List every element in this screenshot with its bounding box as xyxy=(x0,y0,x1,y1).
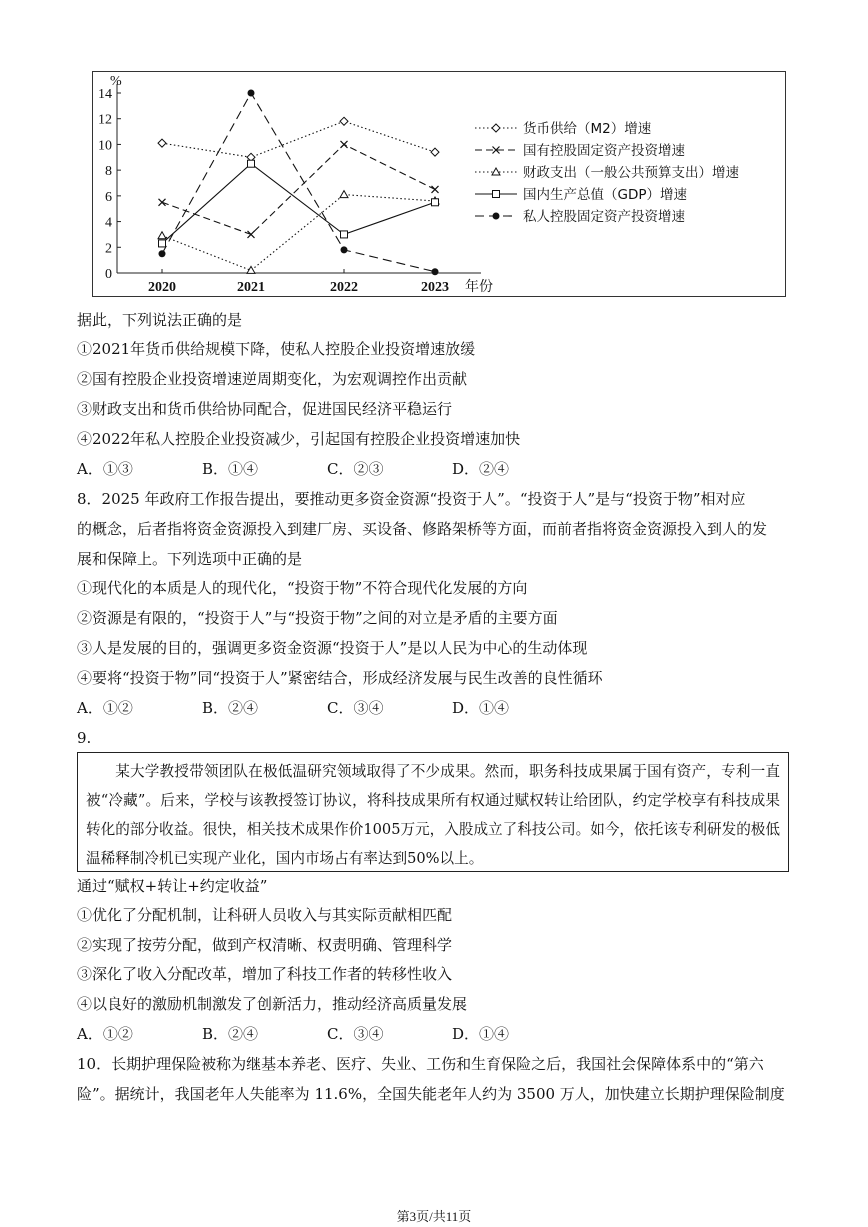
q10-line-2: 险”。据统计，我国老年人失能率为 11.6%，全国失能老年人约为 3500 万人，加快建立长期护理保险制度 xyxy=(77,1085,785,1103)
line-chart xyxy=(93,72,787,298)
line-chart-frame xyxy=(92,71,786,297)
legend-marker xyxy=(492,168,500,175)
page-footer: 第3页/共11页 xyxy=(396,1209,472,1224)
y-tick-label: 4 xyxy=(105,215,112,231)
q7-option-c[interactable]: C．②③ xyxy=(327,460,384,478)
series-4-point xyxy=(248,160,255,167)
series-4-point xyxy=(159,240,166,247)
q8-line-1: 8．2025 年政府工作报告提出，要推动更多资金资源“投资于人”。“投资于人”是与“投资于物”相对应 xyxy=(77,490,746,508)
series-5-point xyxy=(432,268,439,275)
q9-item-1: ①优化了分配机制，让科研人员收入与其实际贡献相匹配 xyxy=(77,906,453,924)
series-1-point xyxy=(158,139,166,147)
series-4-point xyxy=(341,231,348,238)
series-line-2 xyxy=(162,144,435,234)
series-line-5 xyxy=(162,93,435,272)
q8-item-4: ④要将“投资于物”同“投资于人”紧密结合，形成经济发展与民生改善的良性循环 xyxy=(77,669,603,687)
x-tick-label: 2023 xyxy=(421,280,449,295)
q8-option-c[interactable]: C．③④ xyxy=(327,699,384,717)
q8-line-3: 展和保障上。下列选项中正确的是 xyxy=(77,550,303,568)
y-tick-label: 2 xyxy=(105,241,112,257)
q9-option-a[interactable]: A．①② xyxy=(77,1025,133,1043)
q8-options xyxy=(77,698,577,718)
y-tick-label: 8 xyxy=(105,164,112,180)
q8-option-a[interactable]: A．①② xyxy=(77,699,133,717)
x-tick-label: 2021 xyxy=(237,280,265,295)
y-unit-label: % xyxy=(110,74,122,89)
series-3-point xyxy=(158,232,166,239)
series-5-point xyxy=(159,250,166,257)
q8-option-b[interactable]: B．②④ xyxy=(202,699,259,717)
legend-label: 财政支出（一般公共预算支出）增速 xyxy=(523,165,739,181)
q7-option-b[interactable]: B．①④ xyxy=(202,460,259,478)
q8-line-2: 的概念，后者指将资金资源投入到建厂房、买设备、修路架桥等方面，而前者指将资金资源投入到人的发 xyxy=(77,520,768,538)
y-tick-label: 10 xyxy=(98,138,112,154)
series-2-point xyxy=(248,231,255,238)
q9-option-d[interactable]: D．①④ xyxy=(452,1025,510,1043)
series-line-3 xyxy=(162,195,435,271)
legend-marker xyxy=(493,213,500,220)
series-2-point xyxy=(159,199,166,206)
q9-options xyxy=(77,1024,577,1044)
series-3-point xyxy=(247,266,255,273)
series-5-point xyxy=(248,90,255,97)
q10-line-1: 10．长期护理保险被称为继基本养老、医疗、失业、工伤和生育保险之后，我国社会保障体系中的“第六 xyxy=(77,1055,764,1073)
legend-marker xyxy=(493,191,500,198)
legend-label: 国有控股固定资产投资增速 xyxy=(523,143,685,159)
series-5-point xyxy=(341,246,348,253)
legend-label: 货币供给（M2）增速 xyxy=(523,121,652,137)
q7-option-d[interactable]: D．②④ xyxy=(452,460,510,478)
x-tick-label: 2020 xyxy=(148,280,176,295)
x-unit-label: 年份 xyxy=(465,279,493,295)
q9-item-3: ③深化了收入分配改革，增加了科技工作者的转移性收入 xyxy=(77,965,453,983)
y-tick-label: 14 xyxy=(98,87,112,102)
q8-item-2: ②资源是有限的，“投资于人”与“投资于物”之间的对立是矛盾的主要方面 xyxy=(77,609,558,627)
series-1-point xyxy=(431,148,439,156)
q9-material-box xyxy=(77,752,789,872)
series-3-point xyxy=(340,191,348,198)
y-tick-label: 6 xyxy=(105,189,112,205)
legend-marker xyxy=(492,124,500,132)
series-4-point xyxy=(432,199,439,206)
q9-number: 9. xyxy=(77,729,92,747)
q7-item-2: ②国有控股企业投资增速逆周期变化，为宏观调控作出贡献 xyxy=(77,370,468,388)
series-2-point xyxy=(341,141,348,148)
series-1-point xyxy=(340,117,348,125)
y-tick-label: 0 xyxy=(105,267,112,282)
legend-label: 国内生产总值（GDP）增速 xyxy=(523,187,687,203)
q9-stem: 通过“赋权+转让+约定收益” xyxy=(77,877,268,895)
q9-option-c[interactable]: C．③④ xyxy=(327,1025,384,1043)
legend-label: 私人控股固定资产投资增速 xyxy=(523,209,685,225)
q9-item-4: ④以良好的激励机制激发了创新活力，推动经济高质量发展 xyxy=(77,995,468,1013)
q7-option-a[interactable]: A．①③ xyxy=(77,460,133,478)
x-tick-label: 2022 xyxy=(330,280,358,295)
q7-item-4: ④2022年私人控股企业投资减少，引起国有控股企业投资增速加快 xyxy=(77,430,521,448)
q8-item-1: ①现代化的本质是人的现代化，“投资于物”不符合现代化发展的方向 xyxy=(77,579,528,597)
q9-item-2: ②实现了按劳分配，做到产权清晰、权责明确、管理科学 xyxy=(77,936,453,954)
q7-options xyxy=(77,459,577,479)
q7-item-1: ①2021年货币供给规模下降，使私人控股企业投资增速放缓 xyxy=(77,340,476,358)
q8-option-d[interactable]: D．①④ xyxy=(452,699,510,717)
q9-material: 某大学教授带领团队在极低温研究领域取得了不少成果。然而，职务科技成果属于国有资产，专利一直被“冷藏”。后来，学校与该教授签订协议，将科技成果所有权通过赋权转让给团队，约定学校享有科技成果转化的部分收益。很快，相关技术成果作价1005万元，入股成立了科技公司。如今，依托该专利研发的极低温稀释制冷机已实现产业化，国内市场占有率达到50%以上。 xyxy=(86,763,780,867)
series-line-1 xyxy=(162,121,435,157)
series-2-point xyxy=(432,186,439,193)
y-tick-label: 12 xyxy=(98,112,112,128)
q7-item-3: ③财政支出和货币供给协同配合，促进国民经济平稳运行 xyxy=(77,400,453,418)
q8-item-3: ③人是发展的目的，强调更多资金资源“投资于人”是以人民为中心的生动体现 xyxy=(77,639,588,657)
q7-stem: 据此，下列说法正确的是 xyxy=(77,311,243,329)
q9-option-b[interactable]: B．②④ xyxy=(202,1025,259,1043)
